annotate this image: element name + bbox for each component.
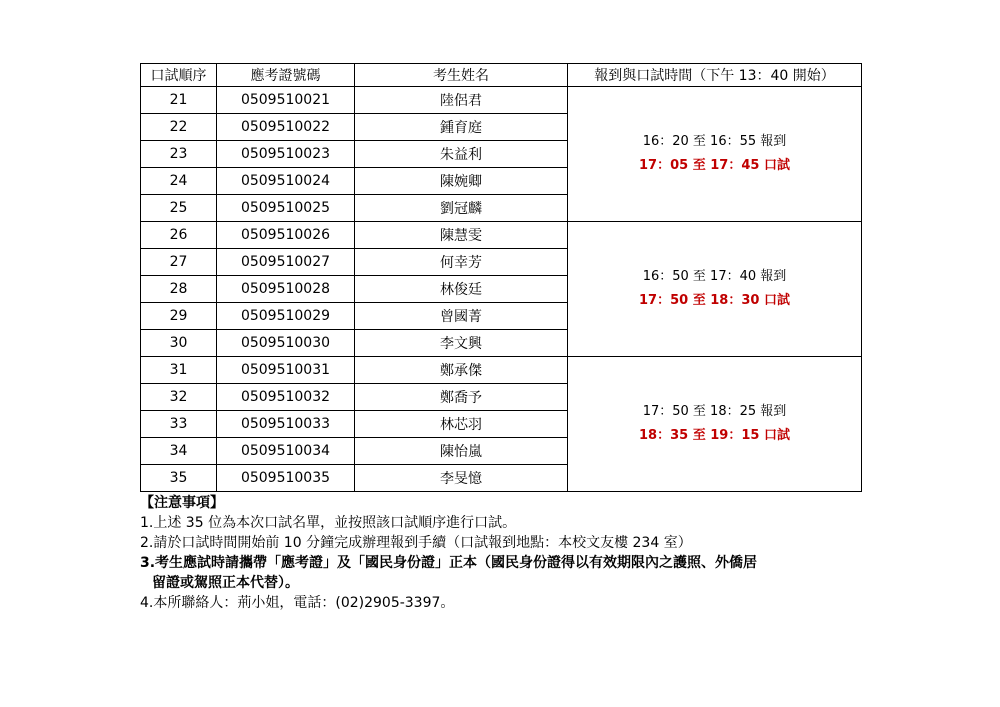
- checkin-time: 16：50 至 17：40 報到: [642, 269, 787, 284]
- header-exam-id: 應考證號碼: [217, 64, 355, 87]
- note-item-4: 4.本所聯絡人：荊小姐，電話：(02)2905-3397。: [140, 595, 455, 611]
- note-item-1: 1.上述 35 位為本次口試名單，並按照該口試順序進行口試。: [140, 515, 517, 531]
- exam-id-cell: 0509510031: [217, 357, 355, 384]
- table-header-row: [141, 64, 862, 87]
- order-cell: 21: [141, 87, 217, 114]
- order-cell: 32: [141, 384, 217, 411]
- oral-exam-time: 17：05 至 17：45 口試: [639, 158, 790, 173]
- order-cell: 30: [141, 330, 217, 357]
- exam-id-cell: 0509510035: [217, 465, 355, 492]
- oral-exam-time: 17：50 至 18：30 口試: [639, 293, 790, 308]
- name-cell: 何幸芳: [355, 249, 568, 276]
- name-cell: 林俊廷: [355, 276, 568, 303]
- table-row: [141, 357, 862, 384]
- order-cell: 24: [141, 168, 217, 195]
- order-cell: 23: [141, 141, 217, 168]
- table-row: [141, 222, 862, 249]
- oral-exam-time: 18：35 至 19：15 口試: [639, 428, 790, 443]
- order-cell: 25: [141, 195, 217, 222]
- order-cell: 34: [141, 438, 217, 465]
- name-cell: 朱益利: [355, 141, 568, 168]
- name-cell: 李文興: [355, 330, 568, 357]
- exam-id-cell: 0509510023: [217, 141, 355, 168]
- exam-id-cell: 0509510027: [217, 249, 355, 276]
- exam-schedule-table: [140, 63, 862, 492]
- checkin-time: 17：50 至 18：25 報到: [642, 404, 787, 419]
- exam-id-cell: 0509510034: [217, 438, 355, 465]
- name-cell: 林芯羽: [355, 411, 568, 438]
- order-cell: 22: [141, 114, 217, 141]
- time-slot-cell: [568, 222, 862, 357]
- header-order: 口試順序: [141, 64, 217, 87]
- notes-section: [140, 493, 880, 613]
- name-cell: 陸侶君: [355, 87, 568, 114]
- note-item-2: 2.請於口試時間開始前 10 分鐘完成辦理報到手續（口試報到地點：本校文友樓 234 室）: [140, 535, 692, 551]
- time-slot-cell: [568, 87, 862, 222]
- time-slot-cell: [568, 357, 862, 492]
- table-row: [141, 87, 862, 114]
- name-cell: 曾國菁: [355, 303, 568, 330]
- exam-id-cell: 0509510030: [217, 330, 355, 357]
- exam-id-cell: 0509510028: [217, 276, 355, 303]
- exam-id-cell: 0509510029: [217, 303, 355, 330]
- name-cell: 鍾育庭: [355, 114, 568, 141]
- name-cell: 李旻憶: [355, 465, 568, 492]
- order-cell: 28: [141, 276, 217, 303]
- exam-id-cell: 0509510024: [217, 168, 355, 195]
- name-cell: 鄭喬予: [355, 384, 568, 411]
- name-cell: 陳婉卿: [355, 168, 568, 195]
- exam-id-cell: 0509510022: [217, 114, 355, 141]
- name-cell: 劉冠麟: [355, 195, 568, 222]
- header-time: 報到與口試時間（下午 13：40 開始）: [568, 64, 862, 87]
- order-cell: 33: [141, 411, 217, 438]
- name-cell: 鄭承傑: [355, 357, 568, 384]
- name-cell: 陳怡嵐: [355, 438, 568, 465]
- name-cell: 陳慧雯: [355, 222, 568, 249]
- order-cell: 31: [141, 357, 217, 384]
- checkin-time: 16：20 至 16：55 報到: [642, 134, 787, 149]
- exam-id-cell: 0509510033: [217, 411, 355, 438]
- exam-id-cell: 0509510032: [217, 384, 355, 411]
- order-cell: 35: [141, 465, 217, 492]
- header-name: 考生姓名: [355, 64, 568, 87]
- note-item-3-continued: 留證或駕照正本代替）。: [152, 575, 299, 591]
- order-cell: 29: [141, 303, 217, 330]
- exam-id-cell: 0509510026: [217, 222, 355, 249]
- note-item-3: 3.考生應試時請攜帶「應考證」及「國民身份證」正本（國民身份證得以有效期限內之護照、外僑居: [140, 555, 758, 571]
- order-cell: 27: [141, 249, 217, 276]
- notes-title: 【注意事項】: [140, 495, 224, 511]
- exam-id-cell: 0509510025: [217, 195, 355, 222]
- exam-id-cell: 0509510021: [217, 87, 355, 114]
- order-cell: 26: [141, 222, 217, 249]
